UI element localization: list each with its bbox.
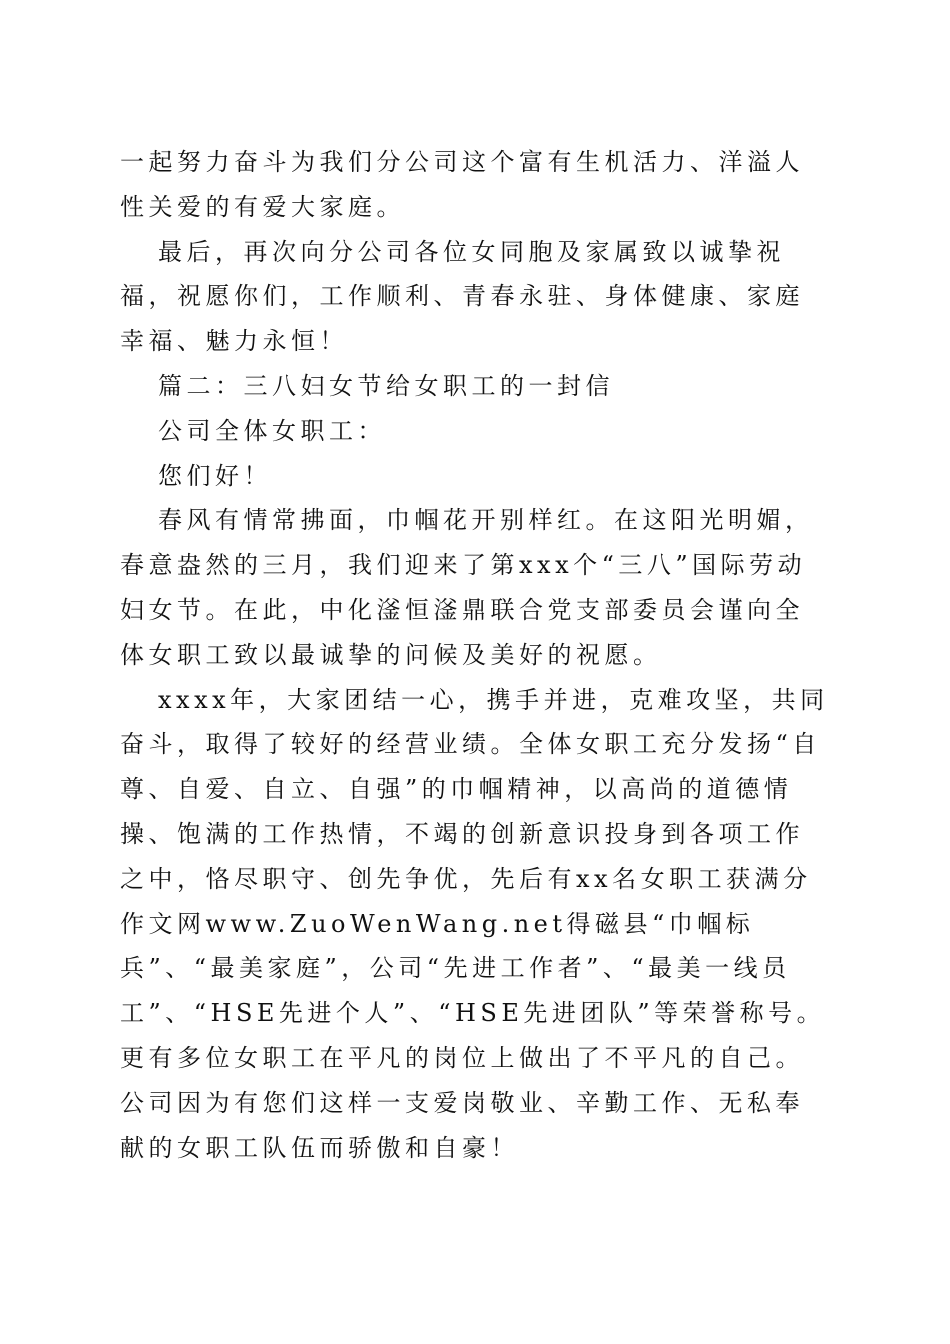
greeting: 您们好！ xyxy=(158,461,272,490)
paragraph-festival-greeting: 春风有情常拂面，巾帼花开别样红。在这阳光明媚，春意盎然的三月，我们迎来了第xxx个“三八”国际劳动妇女节。在此，中化滏恒滏鼎联合党支部委员会谨向全体女职工致以最诚挚的问候及美好的祝愿。 xyxy=(120,506,814,669)
paragraph-achievements: xxxx年，大家团结一心，携手并进，克难攻坚，共同奋斗，取得了较好的经营业绩。全体女职工充分发扬“自尊、自爱、自立、自强”的巾帼精神，以高尚的道德情操、饱满的工作热情，不竭的创新意识投身到各项工作之中，恪尽职守、创先争优，先后有xx名女职工获满分作文网www.ZuoWenWang.net得磁县“巾帼标兵”、“最美家庭”，公司“先进工作者”、“最美一线员工”、“HSE先进个人”、“HSE先进团队”等荣誉称号。更有多位女职工在平凡的岗位上做出了不平凡的自己。公司因为有您们这样一支爱岗敬业、辛勤工作、无私奉献的女职工队伍而骄傲和自豪！ xyxy=(120,685,829,1162)
section-heading: 篇二：三八妇女节给女职工的一封信 xyxy=(158,371,614,400)
salutation: 公司全体女职工： xyxy=(158,416,386,445)
document-body xyxy=(120,140,830,1170)
paragraph-closing-wishes: 最后，再次向分公司各位女同胞及家属致以诚挚祝福，祝愿你们，工作顺利、青春永驻、身体健康、家庭幸福、魅力永恒！ xyxy=(120,237,804,356)
paragraph-continuation: 一起努力奋斗为我们分公司这个富有生机活力、洋溢人性关爱的有爱大家庭。 xyxy=(120,148,804,221)
